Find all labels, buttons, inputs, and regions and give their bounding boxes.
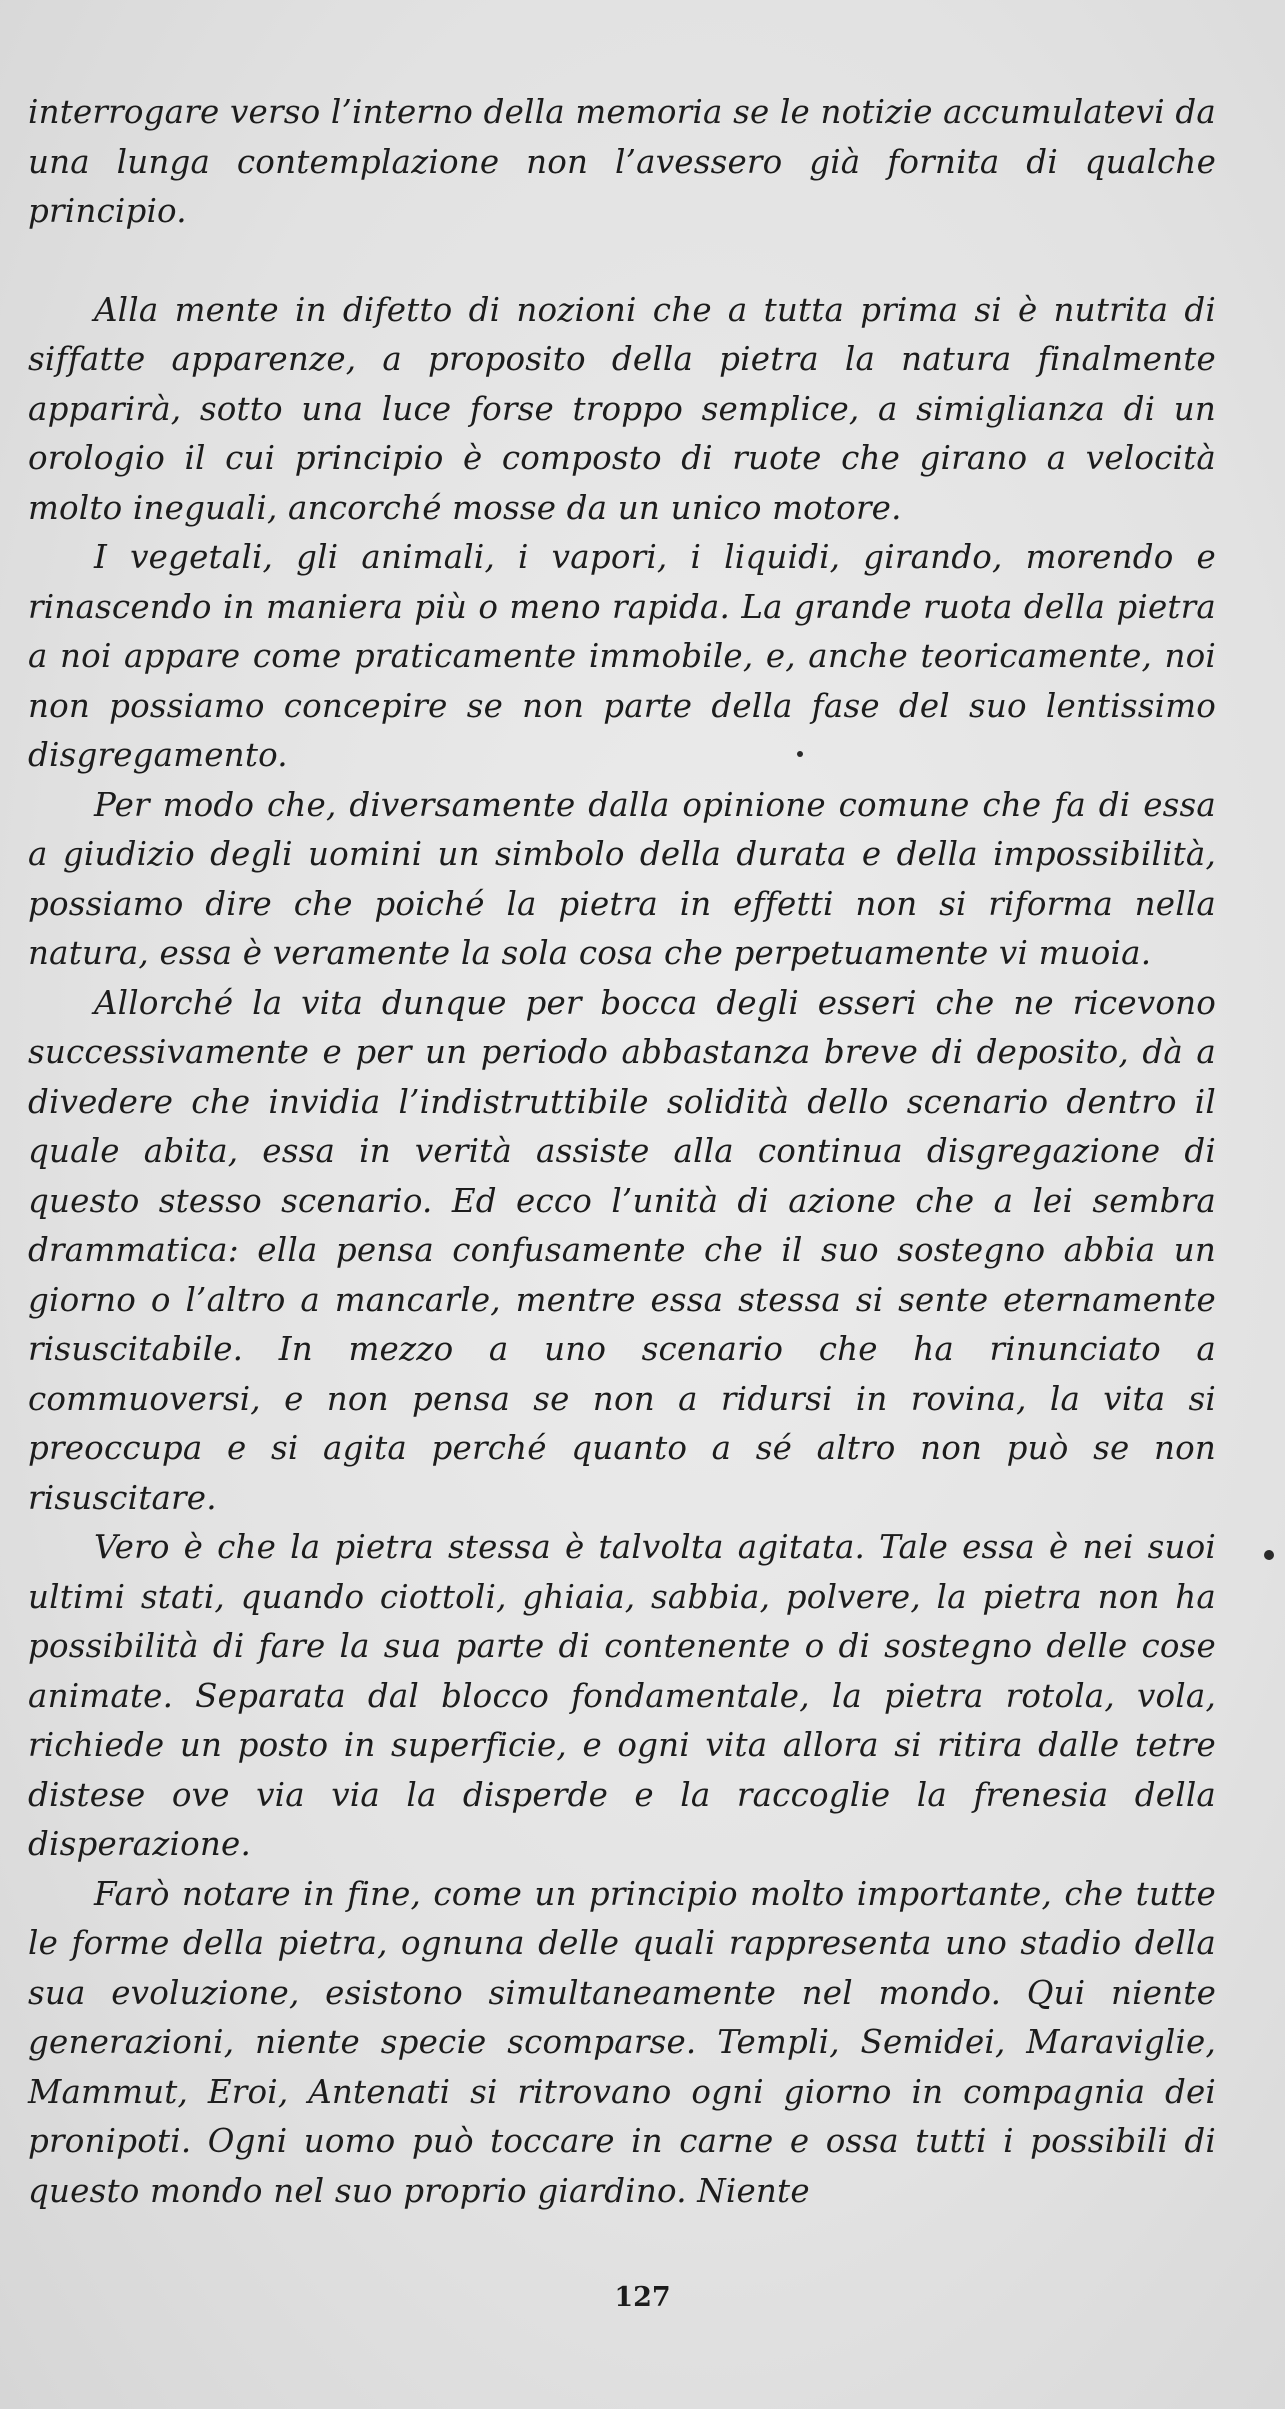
paragraph-7: Farò notare in fine, come un principio molto importante, che tutte le forme della pietra, ognuna delle quali rappresenta uno stadio della sua evoluzione, esistono simultaneamente nel mondo. Qui niente generazioni, niente specie scomparse. Templi, Semidei, Maraviglie, Mammut, Eroi, Antenati si ritrovano ogni giorno in compagnia dei pronipoti. Ogni uomo può toccare in carne e ossa tutti i possibili di questo mondo nel suo proprio giardino. Niente	[28, 1874, 1216, 2210]
ink-speck	[1264, 1550, 1274, 1560]
paragraph-1: interrogare verso l’interno della memoria se le notizie accumulatevi da una lunga contemplazione non l’avessero già fornita di qualche principio.	[28, 93, 1216, 230]
ink-speck	[797, 751, 803, 757]
paragraph-5: Allorché la vita dunque per bocca degli esseri che ne ricevono successivamente e per un periodo abbastanza breve di deposito, dà a divedere che invidia l’indistruttibile solidità dello scenario dentro il quale abita, essa in verità assiste alla continua disgregazione di questo stesso scenario. Ed ecco l’unità di azione che a lei sembra drammatica: ella pensa confusamente che il suo sostegno abbia un giorno o l’altro a mancarle, mentre essa stessa si sente eternamente risuscitabile. In mezzo a uno scenario che ha rinunciato a commuoversi, e non pensa se non a ridursi in rovina, la vita si preoccupa e si agita perché quanto a sé altro non può se non risuscitare.	[28, 983, 1216, 1517]
body-text	[28, 88, 1216, 2216]
page-number: 127	[614, 2282, 671, 2313]
paragraph-3: I vegetali, gli animali, i vapori, i liquidi, girando, morendo e rinascendo in maniera più o meno rapida. La grande ruota della pietra a noi appare come praticamente immobile, e, anche teoricamente, noi non possiamo concepire se non parte della fase del suo lentissimo disgregamento.	[28, 538, 1216, 774]
paragraph-4: Per modo che, diversamente dalla opinione comune che fa di essa a giudizio degli uomini un simbolo della durata e della impossibilità, possiamo dire che poiché la pietra in effetti non si riforma nella natura, essa è veramente la sola cosa che perpetuamente vi muoia.	[28, 785, 1216, 972]
paragraph-2: Alla mente in difetto di nozioni che a tutta prima si è nutrita di siffatte apparenze, a proposito della pietra la natura finalmente apparirà, sotto una luce forse troppo semplice, a simiglianza di un orologio il cui principio è composto di ruote che girano a velocità molto ineguali, ancorché mosse da un unico motore.	[28, 290, 1216, 527]
paragraph-6: Vero è che la pietra stessa è talvolta agitata. Tale essa è nei suoi ultimi stati, quando ciottoli, ghiaia, sabbia, polvere, la pietra non ha possibilità di fare la sua parte di contenente o di sostegno delle cose animate. Separata dal blocco fondamentale, la pietra rotola, vola, richiede un posto in superficie, e ogni vita allora si ritira dalle tetre distese ove via via la disperde e la raccoglie la frenesia della disperazione.	[28, 1528, 1216, 1863]
